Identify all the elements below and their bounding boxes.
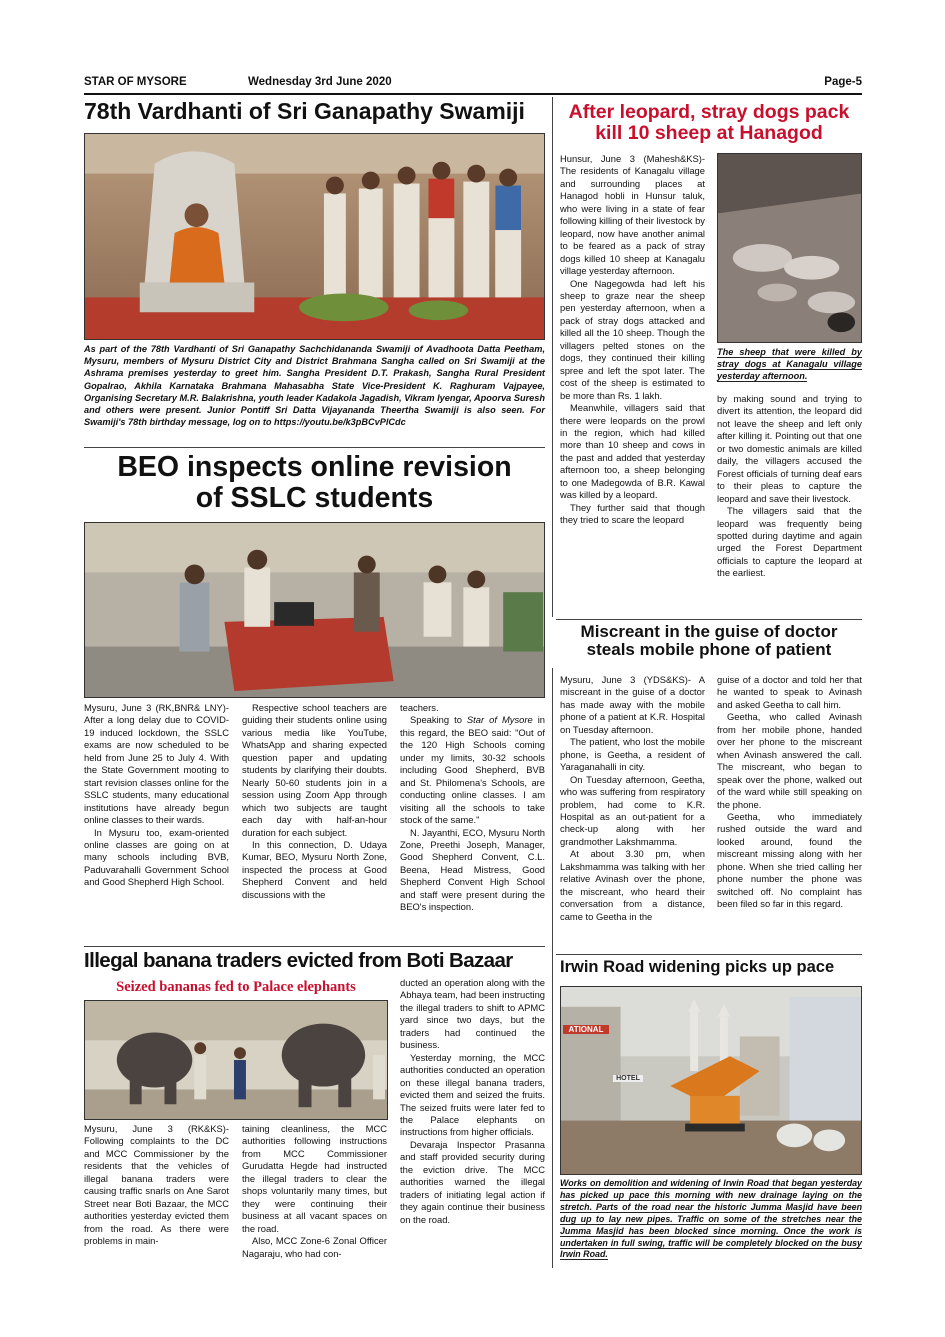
doctor-headline-line1: Miscreant in the guise of doctor — [580, 622, 838, 641]
leopard-headline-line1: After leopard, stray dogs pack — [568, 101, 850, 123]
doctor-column-1 — [560, 674, 705, 923]
paragraph: They further said that though they tried to scare the leopard — [560, 501, 705, 526]
leopard-headline — [556, 102, 862, 144]
paragraph: The patient, who lost the mobile phone, is Geetha, a resident of Yaraganahalli in city. — [560, 736, 705, 773]
sheep-caption-text: The sheep that were killed by stray dogs at Kanagalu village yesterday afternoon. — [717, 347, 862, 382]
irwin-road-photo-illustration — [561, 987, 861, 1174]
masthead — [84, 76, 862, 92]
paragraph — [400, 714, 545, 826]
irwin-caption — [560, 1178, 862, 1261]
beo-headline-line1: BEO inspects online revision — [117, 451, 512, 483]
sheep-photo-illustration — [718, 154, 861, 342]
elephant-photo — [84, 1000, 388, 1120]
page-number: Page-5 — [824, 76, 862, 88]
beo-column-3 — [400, 702, 545, 914]
leopard-headline-line2: kill 10 sheep at Hanagod — [595, 122, 823, 145]
photo-sign-national: ATIONAL — [563, 1025, 609, 1034]
paragraph: On Tuesday afternoon, Geetha, who was suffering from respiratory problem, had come to K.R. Hospital as an out-patient for a check-up along with her grandmother Lakshmamma. — [560, 773, 705, 847]
vardhanti-photo — [84, 133, 545, 340]
paragraph: Mysuru, June 3 (RK&KS)- Following complaints to the DC and MCC Commissioner by the residents that the vehicles of illegal banana traders were causing traffic snarls on Ane Sarot Street near Boti Bazaar, the MCC authorities yesterday evicted them from the road. As there were problems in main- — [84, 1123, 229, 1247]
banana-column-2 — [242, 1123, 387, 1260]
paragraph: Hunsur, June 3 (Mahesh&KS)- The residents of Kanagalu village and surrounding places at Hanagod hobli in Hunsur taluk, who were living in a state of fear following killing of their livestock by leopard, now have another animal to be feared as a pack of stray dogs killed 10 sheep at Kanagalu village yesterday afternoon. — [560, 153, 705, 277]
paragraph: Devaraja Inspector Prasanna and staff provided security during the eviction drive. The MCC authorities warned the illegal traders of initiating legal action if they again continue their business on the road. — [400, 1138, 545, 1225]
paragraph: Meanwhile, villagers said that there were leopards on the prowl in the region, which had killed more than 10 sheep and cows in the past and added that yesterday afternoon too, a sheep belonging to one Madegowda of B.R. Kawal was killed by a leopard. — [560, 402, 705, 501]
leopard-column-1 — [560, 153, 705, 527]
paragraph: ducted an operation along with the Abhaya team, had been instructing the illegal traders to shift to APMC yard since two days, but the traders had continued the business. — [400, 977, 545, 1051]
column-divider — [552, 97, 553, 617]
paragraph: Respective school teachers are guiding their students online using various media like YouTube, WhatsApp and sharing expected question paper and updating students by clarifying their doubts. Nearly 50-60 students join in a session using Zoom App through which two subjects are taught each day with half-an-hour duration for each subject. — [242, 702, 387, 838]
text-run: in this regard, the BEO said: "Out of the 120 High Schools coming under my limits, 30-32 schools including Good Shepherd, BVB and St. Philomena's Schools, are conducting online classes. I am visiting all the schools to take stock of the same." — [400, 714, 545, 826]
banana-column-3 — [400, 977, 545, 1226]
paragraph: The villagers said that the leopard was frequently being spotted during daytime and again urged the Forest Department officials to capture the leopard at the earliest. — [717, 505, 862, 579]
vardhanti-photo-illustration — [85, 134, 544, 339]
column-divider — [552, 668, 553, 1268]
paragraph: N. Jayanthi, ECO, Mysuru North Zone, Preethi Joseph, Manager, Good Shepherd Convent, C.L. Beena, Head Mistress, Good Shepherd Convent High School and staff were present during the BEO's inspection. — [400, 826, 545, 913]
doctor-column-2 — [717, 674, 862, 911]
paragraph: One Nagegowda had left his sheep to graze near the sheep pen yesterday afternoon, when a pack of stray dogs attacked and killed all the 10 sheep. Though the villagers pelted stones on the dogs, they continued their killing spree and left the spot later. The cost of the sheep is estimated to be more than Rs. 1 lakh. — [560, 277, 705, 401]
beo-headline-line2: of SSLC students — [195, 481, 434, 514]
banana-headline: Illegal banana traders evicted from Boti Bazaar — [84, 949, 513, 972]
paragraph: Mysuru, June 3 (YDS&KS)- A miscreant in the guise of a doctor has made away with the mobile phone of a patient at K.R. Hospital on Tuesday afternoon. — [560, 674, 705, 735]
paragraph: by making sound and trying to divert its attention, the leopard did not leave the sheep and left only after killing it. Pointing out that one or two domestic animals are killed daily, the villagers accused the Forest officials of turning deaf ears to their pleas to capture the leopard and save their livestock. — [717, 393, 862, 504]
paragraph: guise of a doctor and told her that he wanted to speak to Avinash and asked Geetha to call him. — [717, 674, 862, 710]
beo-column-1 — [84, 702, 229, 889]
paragraph: Also, MCC Zone-6 Zonal Officer Nagaraju, who had con- — [242, 1235, 387, 1259]
paragraph: At about 3.30 pm, when Lakshmamma was talking with her relative Avinash over the phone, the miscreant, who heard their conversation from a distance, came to Geetha in the — [560, 848, 705, 922]
banana-subhead: Seized bananas fed to Palace elephants — [116, 979, 356, 995]
irwin-caption-text: Works on demolition and widening of Irwin Road that began yesterday has picked up pace this morning with new drainage laying on the stretch. Parts of the road near the historic Jumma Masjid have been dug up to lay new pipes. Traffic on some of the stretches near the Jumma Masjid has been blocked since morning. Once the work is undertaken in full swing, traffic will be completely blocked on the busy Irwin Road. — [560, 1178, 862, 1260]
sheep-caption — [717, 346, 862, 383]
paragraph: In this connection, D. Udaya Kumar, BEO, Mysuru North Zone, inspected the process at Good Shepherd Convent and held discussions with the — [242, 838, 387, 900]
beo-headline — [84, 452, 545, 514]
story-divider — [84, 447, 545, 448]
masthead-rule — [84, 93, 862, 95]
irwin-headline: Irwin Road widening picks up pace — [560, 958, 835, 976]
beo-photo — [84, 522, 545, 698]
leopard-column-2 — [717, 393, 862, 580]
story-divider — [556, 619, 862, 620]
paragraph: Yesterday morning, the MCC authorities conducted an operation on these illegal banana traders, evicted them and seized the fruits. The seized fruits were later fed to the Palace elephants on instructions from higher officials. — [400, 1051, 545, 1138]
beo-column-2 — [242, 702, 387, 901]
elephant-photo-illustration — [85, 1001, 387, 1119]
paragraph: teachers. — [400, 702, 439, 713]
paragraph: In Mysuru too, exam-oriented online classes are going on at many schools including BVB, Paduvarahalli Government School and Good Shepherd High School. — [84, 826, 229, 888]
doctor-headline-line2: steals mobile phone of patient — [586, 640, 832, 660]
paper-name-mention: Star of Mysore — [466, 714, 533, 726]
paragraph: taining cleanliness, the MCC authorities following instructions from MCC Commissioner Gurudatta Hegde had instructed the illegal traders to clear the shops voluntarily many times, but they were continuing their business at all vacant spaces on the road. — [242, 1123, 387, 1234]
story-divider — [556, 954, 862, 955]
banana-column-1 — [84, 1123, 229, 1248]
paper-name: STAR OF MYSORE — [84, 76, 187, 88]
beo-photo-illustration — [85, 523, 544, 697]
doctor-headline — [556, 623, 862, 660]
story-divider — [84, 946, 545, 947]
issue-date: Wednesday 3rd June 2020 — [248, 76, 392, 88]
vardhanti-caption: As part of the 78th Vardhanti of Sri Ganapathy Sachchidananda Swamiji of Avadhoota Datta Peetham, Mysuru, members of Mysuru District City and District Brahmana Sangha called on Sri Swamiji at the Ashrama premises yesterday to greet him. Sangha President D.T. Prakash, Sangha Rural President Gopalrao, Akhila Karnataka Brahmana Mahasabha State Vice-President K. Raghuram Vajpayee, Organising Secretary M.R. Balakrishna, youth leader Kadakola Jagadish, Vikram Iyengar, Apoorva Suresh and others were present. Junior Pontiff Sri Datta Vijayananda Theertha Swamiji is also seen. For Swamiji's 78th birthday message, log on to https://youtu.be/k3pBCvPlCdc — [84, 344, 545, 428]
photo-sign-hotel: HOTEL — [613, 1075, 643, 1082]
vardhanti-headline: 78th Vardhanti of Sri Ganapathy Swamiji — [84, 98, 525, 124]
text-run: Speaking to — [410, 714, 467, 726]
sheep-photo — [717, 153, 862, 343]
paragraph: Mysuru, June 3 (RK,BNR& LNY)- After a long delay due to COVID-19 induced lockdown, the SSLC exams are now scheduled to be held from June 25 to July 4. With the State Government mooting to start revision classes online for the SSLC students, many educational institutions have already begun online classes to their wards. — [84, 702, 229, 826]
paragraph: Geetha, who called Avinash from her mobile phone, handed over her phone to the miscreant when Avinash answered the call. The miscreant, who began to speak over the phone, walked out of the ward while still speaking on the phone. — [717, 711, 862, 810]
irwin-road-photo — [560, 986, 862, 1175]
paragraph: Geetha, who immediately rushed outside the ward and looked around, found the miscreant missing along with her phone. When she tried calling her phone number the phone was switched off. No complaint has been filed so far in this regard. — [717, 810, 862, 910]
